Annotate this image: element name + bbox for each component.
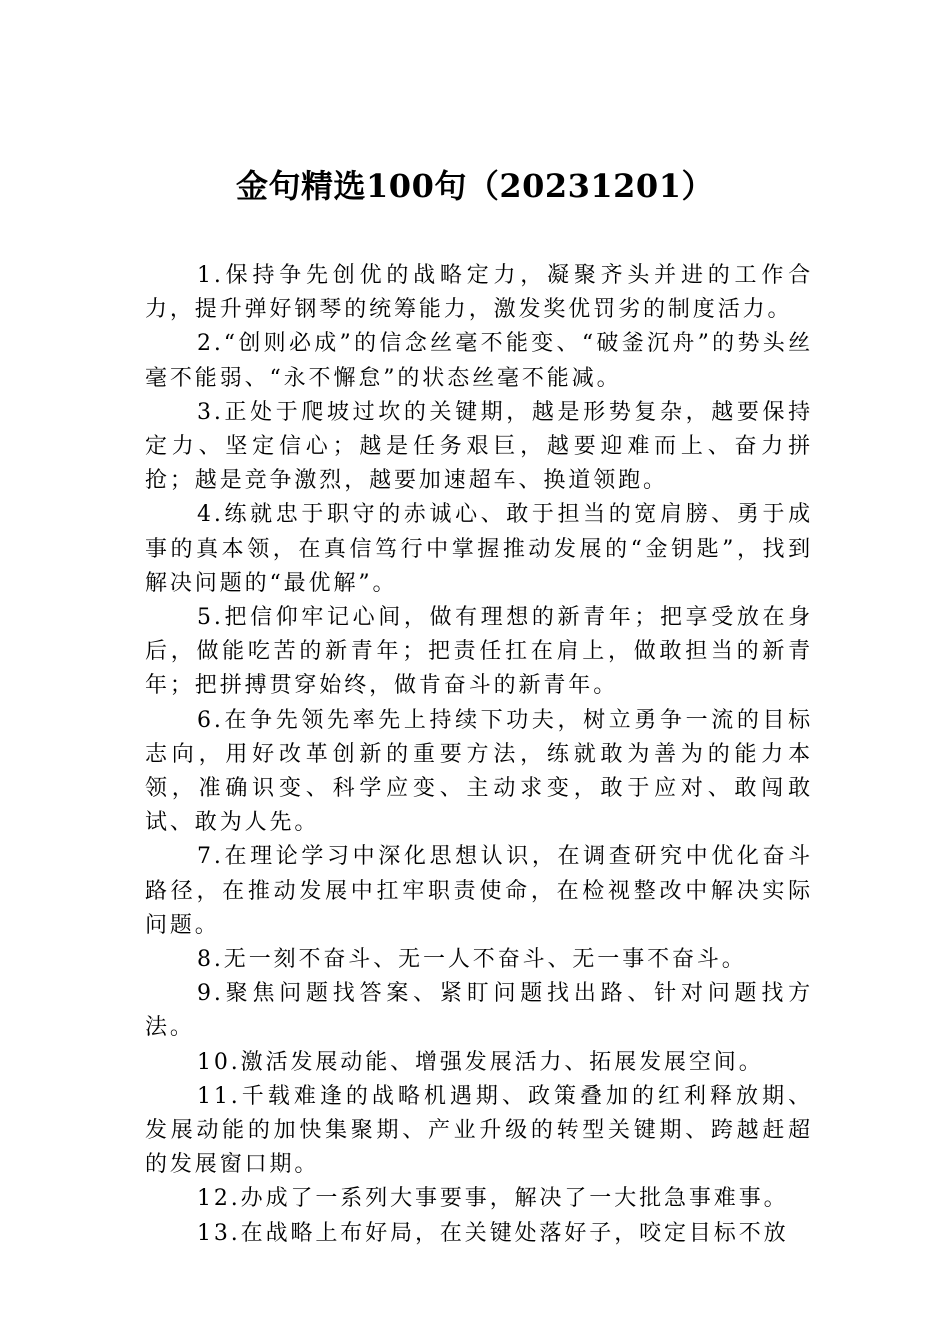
paragraph-2: 2.“创则必成”的信念丝毫不能变、“破釜沉舟”的势头丝毫不能弱、“永不懈怠”的状态丝毫不能减。	[145, 331, 813, 391]
paragraph-7: 7.在理论学习中深化思想认识，在调查研究中优化奋斗路径，在推动发展中扛牢职责使命，在检视整改中解决实际问题。	[145, 844, 813, 938]
paragraph-11: 11.千载难逢的战略机遇期、政策叠加的红利释放期、发展动能的加快集聚期、产业升级的转型关键期、跨越赶超的发展窗口期。	[145, 1083, 813, 1178]
paragraph-6: 6.在争先领先率先上持续下功夫，树立勇争一流的目标志向，用好改革创新的重要方法，练就敢为善为的能力本领，准确识变、科学应变、主动求变，敢于应对、敢闯敢试、敢为人先。	[145, 707, 813, 836]
paragraph-12: 12.办成了一系列大事要事，解决了一大批急事难事。	[197, 1186, 789, 1212]
document-title: 金句精选100句（20231201）	[236, 167, 714, 205]
paragraph-3: 3.正处于爬坡过坎的关键期，越是形势复杂，越要保持定力、坚定信心；越是任务艰巨，越要迎难而上、奋力拼抢；越是竞争激烈，越要加速超车、换道领跑。	[145, 399, 813, 494]
paragraph-13: 13.在战略上布好局，在关键处落好子，咬定目标不放	[197, 1220, 789, 1246]
paragraph-4: 4.练就忠于职守的赤诚心、敢于担当的宽肩膀、勇于成事的真本领，在真信笃行中掌握推动发展的“金钥匙”，找到解决问题的“最优解”。	[145, 502, 813, 596]
paragraph-9: 9.聚焦问题找答案、紧盯问题找出路、针对问题找方法。	[145, 981, 813, 1041]
paragraph-8: 8.无一刻不奋斗、无一人不奋斗、无一事不奋斗。	[197, 947, 747, 973]
paragraph-10: 10.激活发展动能、增强发展活力、拓展发展空间。	[197, 1049, 764, 1075]
paragraph-5: 5.把信仰牢记心间，做有理想的新青年；把享受放在身后，做能吃苦的新青年；把责任扛在肩上，做敢担当的新青年；把拼搏贯穿始终，做肯奋斗的新青年。	[145, 605, 813, 699]
paragraph-1: 1.保持争先创优的战略定力，凝聚齐头并进的工作合力，提升弹好钢琴的统筹能力，激发奖优罚劣的制度活力。	[145, 263, 813, 323]
document-body	[145, 259, 813, 1251]
